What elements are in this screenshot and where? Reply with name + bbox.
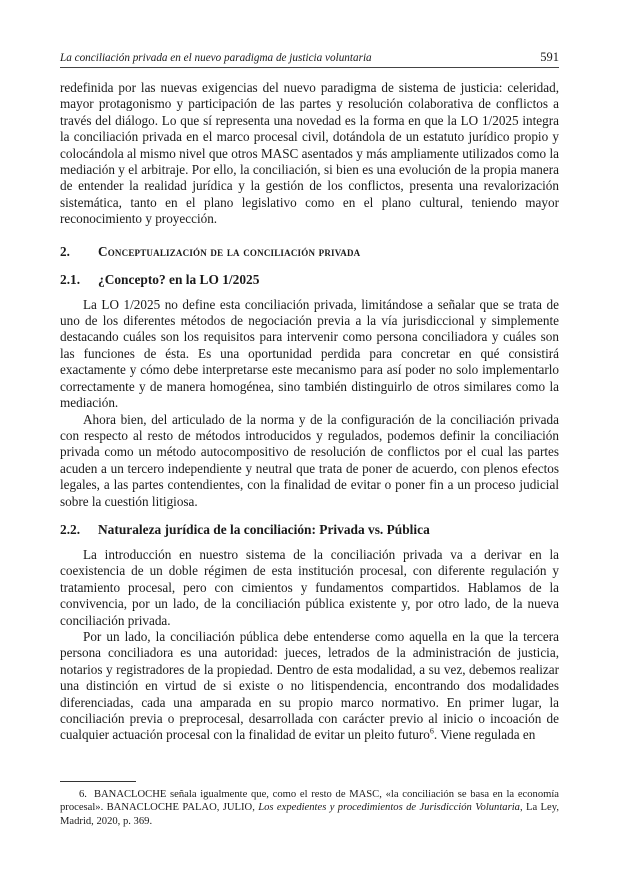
footnote-reference[interactable]: 6 <box>429 727 434 737</box>
paragraph-text-end: . Viene regulada en <box>433 727 536 743</box>
section-heading-2 <box>60 244 559 260</box>
paragraph: Ahora bien, del articulado de la norma y de la configuración de la conciliación privada con respecto al resto de métodos introducidos y regulados, podemos definir la conciliación privada como un método autocompositivo de resolución de conflictos por el cual las partes acuden a un tercero independiente y neutral que trata de poner de acuerdo, con plenos efectos legales, a las partes contendientes, con la finalidad de evitar o poner fin a un proceso judicial sobre la cuestión litigiosa. <box>60 411 559 509</box>
subsection-title: Naturaleza jurídica de la conciliación: Privada vs. Pública <box>98 521 430 537</box>
section-title: Conceptualización de la conciliación privada <box>98 243 361 259</box>
page-number: 591 <box>540 50 559 64</box>
subsection-number: 2.2. <box>60 521 81 537</box>
footnote-text-end: , La Ley, Madrid, 2020, p. 369. <box>60 802 559 827</box>
paragraph: La LO 1/2025 no define esta conciliación privada, limitándose a señalar que se trata de uno de los diferentes métodos de negociación previa a la vía jurisdiccional y simplemente destacando cuáles son los requisitos para intervenir como persona conciliadora y cuáles son las funciones de ésta. Es una oportunidad perdida para concretar en qué consistirá exactamente y cómo debe interpretarse este mecanismo para así poder no solo implementarlo correctamente y de manera homogénea, sino también distinguirlo de otros similares como la mediación. <box>60 296 559 411</box>
footnote-number: 6. <box>79 788 87 800</box>
footnote-cited-title: Los expedientes y procedimientos de Jurisdicción Voluntaria <box>258 802 520 814</box>
running-title: La conciliación privada en el nuevo paradigma de justicia voluntaria <box>60 52 372 64</box>
subsection-number: 2.1. <box>60 271 81 287</box>
footnote-divider <box>60 781 136 782</box>
footnote <box>60 788 559 829</box>
subsection-heading-2-2 <box>60 522 559 538</box>
running-header <box>60 50 559 68</box>
paragraph-continuation: redefinida por las nuevas exigencias del nuevo paradigma de sistema de justicia: celeridad, mayor protagonismo y participación de las partes y resolución colaborativa de conflictos a través del diálogo. Lo que sí representa una novedad es la forma en que la LO 1/2025 integra la conciliación privada en el marco procesal civil, dotándola de un estatuto jurídico propio y colocándola al mismo nivel que otros MASC asentados y más ampliamente utilizados como la mediación y el arbitraje. Por ello, la conciliación, si bien es una evolución de la propia manera de entender la realidad jurídica y la gestión de los conflictos, presenta una revalorización sistemática, tanto en el plano legislativo como en el plano cultural, teniendo mayor reconocimiento y proyección. <box>60 80 559 227</box>
paragraph <box>60 629 559 744</box>
subsection-heading-2-1 <box>60 272 559 288</box>
body-text <box>60 80 559 744</box>
subsection-title: ¿Concepto? en la LO 1/2025 <box>98 271 260 287</box>
footnote-text-start: BANACLOCHE señala igualmente que, como el resto de MASC, «la conciliación se basa en la economía procesal». BANACLOCHE PALAO, JULIO, <box>60 788 559 814</box>
footnote-text <box>60 788 559 829</box>
section-number: 2. <box>60 243 70 259</box>
paragraph-text: Por un lado, la conciliación pública debe entenderse como aquella en la que la tercera persona conciliadora es una autoridad: jueces, letrados de la administración de justicia, notarios y registradores de la propiedad. Dentro de esta modalidad, a su vez, debemos realizar una distinción en virtud de si existe o no litispendencia, encontrando dos modalidades diferenciadas, cada una amparada en su propio marco normativo. En primer lugar, la conciliación previa o preprocesal, desarrollada con carácter previo al inicio o incoación de cualquier actuación procesal con la finalidad de evitar un pleito futuro <box>60 628 559 743</box>
paragraph: La introducción en nuestro sistema de la conciliación privada va a derivar en la coexistencia de un doble régimen de esta institución procesal, con diferente regulación y tratamiento procesal, pero con cimientos y fundamentos compartidos. Hablamos de la convivencia, por un lado, de la conciliación pública existente y, por otro lado, de la nueva conciliación privada. <box>60 546 559 628</box>
